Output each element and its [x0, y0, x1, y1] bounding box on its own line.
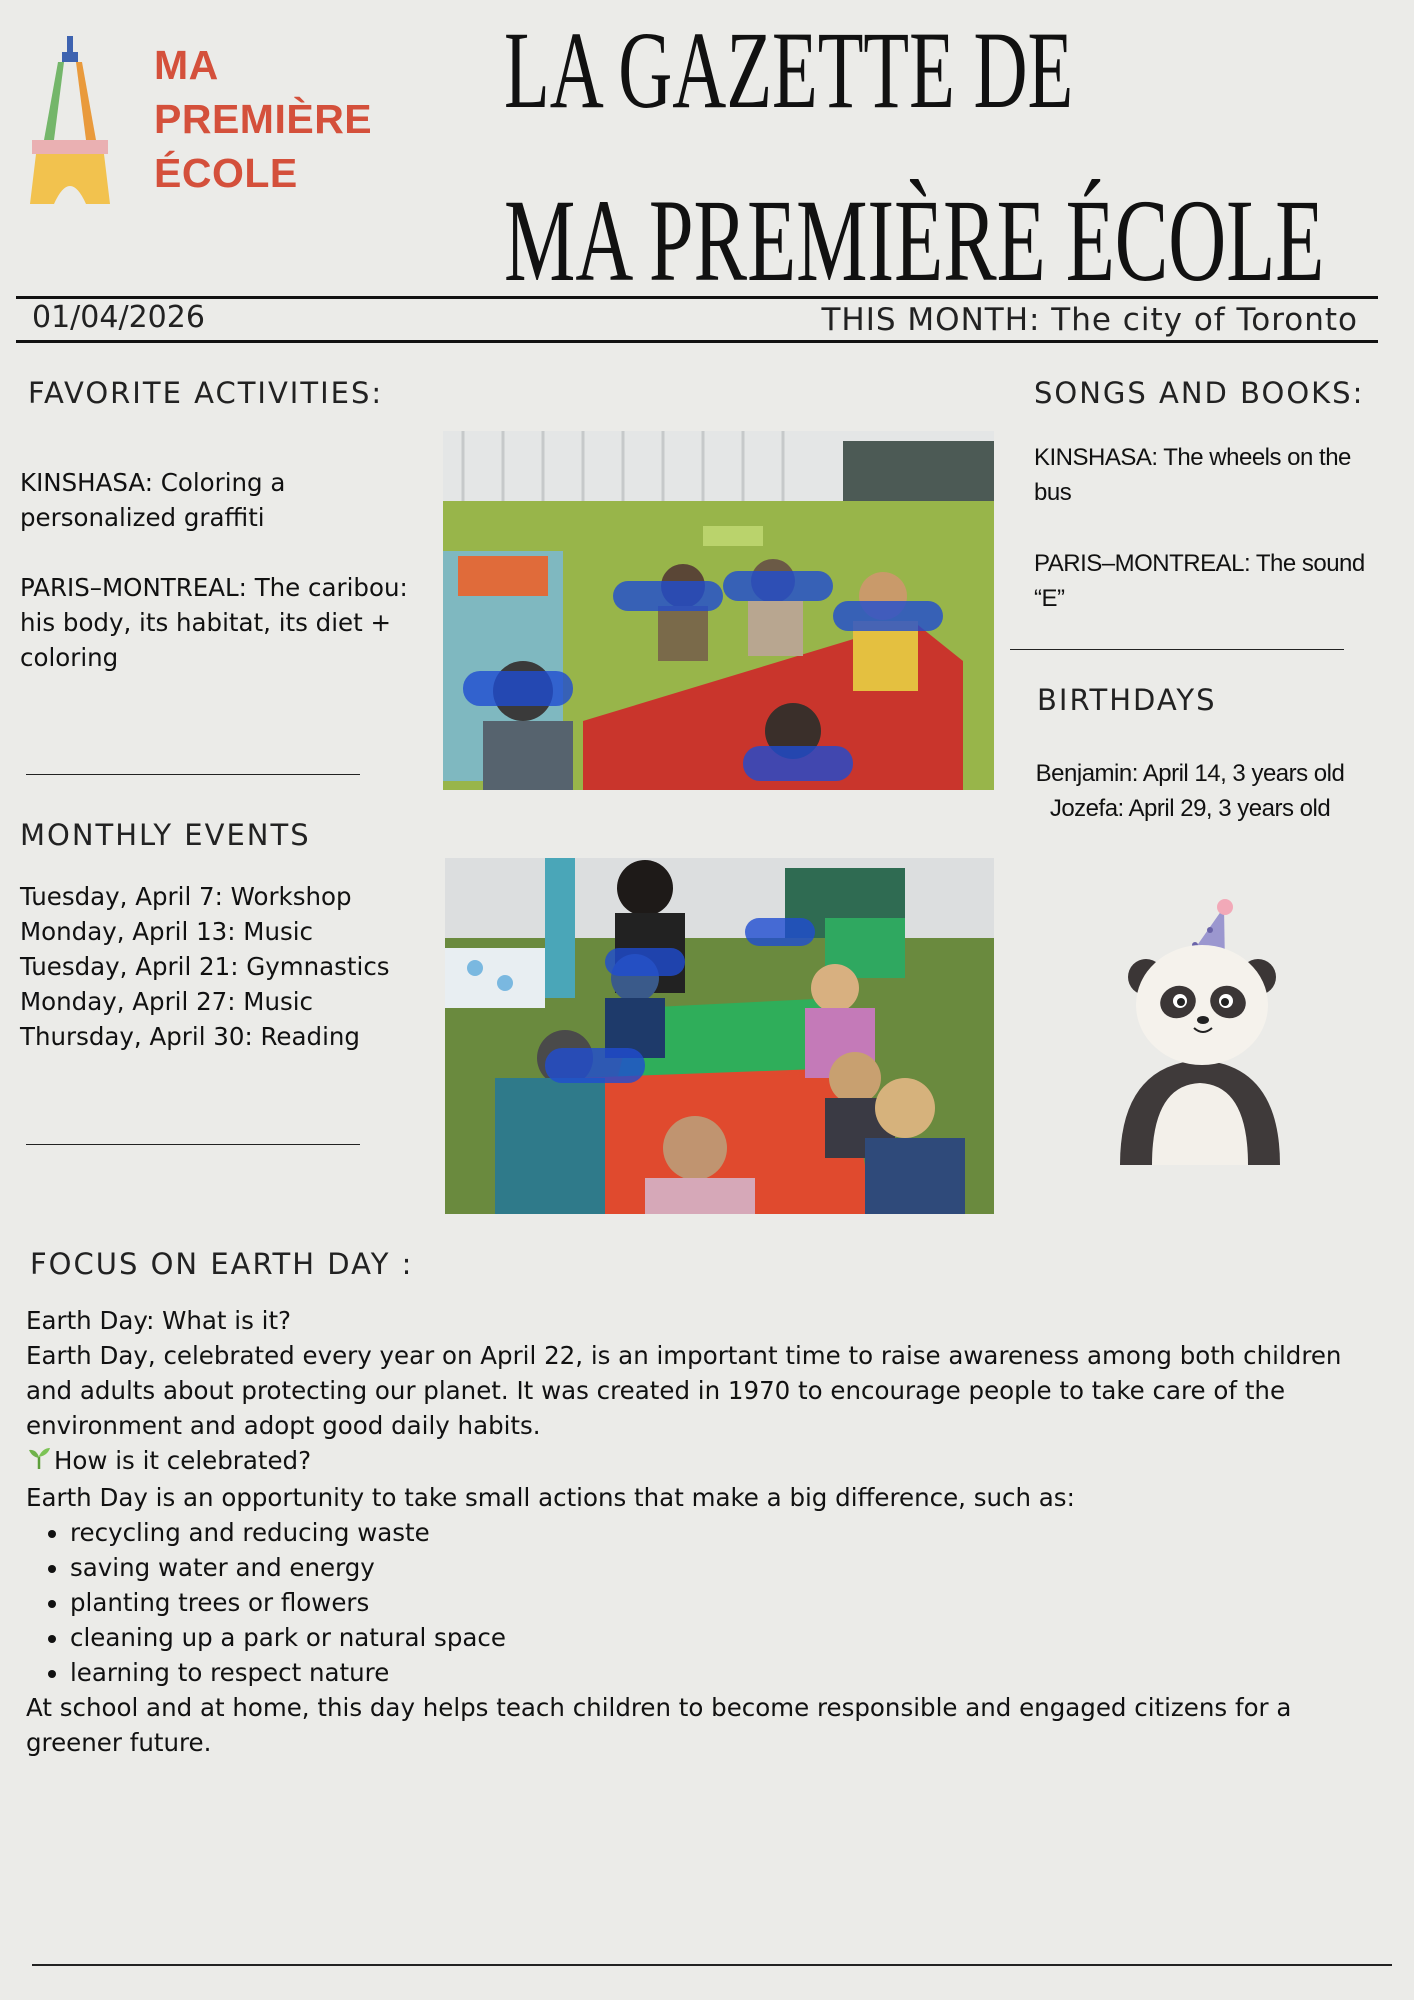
- classroom-photo-1: [443, 431, 994, 790]
- favorite-activity-kinshasa: KINSHASA: Coloring a personalized graffiti: [20, 468, 286, 532]
- logo-line-2: PREMIÈRE: [154, 96, 373, 142]
- earth-day-action-list: [26, 1515, 1386, 1690]
- song-paris-montreal: PARIS–MONTREAL: The sound “E”: [1034, 550, 1365, 612]
- earth-day-intro: Earth Day is an opportunity to take small actions that make a big difference, such as:: [26, 1482, 1075, 1512]
- event-item: Tuesday, April 21: Gymnastics: [20, 952, 390, 981]
- header-top-rule: [16, 296, 1378, 299]
- classroom-photo-2: [445, 858, 994, 1214]
- masthead-line-1: LA GAZETTE DE: [504, 9, 1074, 131]
- song-kinshasa: KINSHASA: The wheels on the bus: [1034, 444, 1351, 506]
- seedling-icon: [26, 1445, 54, 1480]
- list-item: • planting trees or flowers: [70, 1585, 1386, 1620]
- event-item: Thursday, April 30: Reading: [20, 1022, 360, 1051]
- birthdays-list: [1000, 756, 1380, 826]
- birthday-item: Jozefa: April 29, 3 years old: [1049, 795, 1331, 822]
- earth-day-conclusion: At school and at home, this day helps teach children to become responsible and engaged citizens for a greener future.: [26, 1692, 1292, 1757]
- event-item: Monday, April 27: Music: [20, 987, 314, 1016]
- list-item: • cleaning up a park or natural space: [70, 1620, 1386, 1655]
- earth-day-question-2: How is it celebrated?: [54, 1446, 312, 1475]
- logo-line-1: MA: [154, 42, 219, 88]
- birthdays-title: BIRTHDAYS: [1037, 683, 1217, 717]
- earth-day-question-1: Earth Day: What is it?: [26, 1306, 292, 1335]
- divider: [1010, 649, 1344, 650]
- list-item: • recycling and reducing waste: [70, 1515, 1386, 1550]
- monthly-events-title: MONTHLY EVENTS: [20, 818, 311, 852]
- divider: [26, 1144, 360, 1145]
- party-panda-icon: [1110, 895, 1290, 1170]
- header-bottom-rule: [16, 340, 1378, 343]
- masthead-line-2: MA PREMIÈRE ÉCOLE: [504, 175, 1325, 306]
- earth-day-article: [26, 1303, 1386, 1760]
- songs-books-title: SONGS AND BOOKS:: [1034, 376, 1365, 410]
- monthly-events-list: [20, 879, 390, 1054]
- list-item: • saving water and energy: [70, 1550, 1386, 1585]
- this-month-theme: THIS MONTH: The city of Toronto: [821, 302, 1358, 338]
- earth-day-question-2-row: [26, 1443, 1386, 1480]
- list-item: • learning to respect nature: [70, 1655, 1386, 1690]
- footer-rule: [32, 1964, 1392, 1966]
- earth-day-title: FOCUS ON EARTH DAY :: [30, 1247, 414, 1281]
- eiffel-tower-logo-icon: [24, 36, 116, 208]
- earth-day-paragraph: Earth Day, celebrated every year on April 22, is an important time to raise awareness among both children and adults about protecting our planet. It was created in 1970 to encourage people to take care of the environment and adopt good daily habits.: [26, 1341, 1342, 1440]
- event-item: Monday, April 13: Music: [20, 917, 314, 946]
- divider: [26, 774, 360, 775]
- event-item: Tuesday, April 7: Workshop: [20, 882, 352, 911]
- favorite-activity-paris-montreal: PARIS–MONTREAL: The caribou: his body, its habitat, its diet + coloring: [20, 573, 408, 672]
- logo-line-3: ÉCOLE: [154, 150, 298, 196]
- favorite-activities-title: FAVORITE ACTIVITIES:: [28, 376, 384, 410]
- birthday-item: Benjamin: April 14, 3 years old: [1035, 760, 1345, 787]
- issue-date: 01/04/2026: [32, 300, 205, 335]
- school-logo-text: [154, 38, 372, 200]
